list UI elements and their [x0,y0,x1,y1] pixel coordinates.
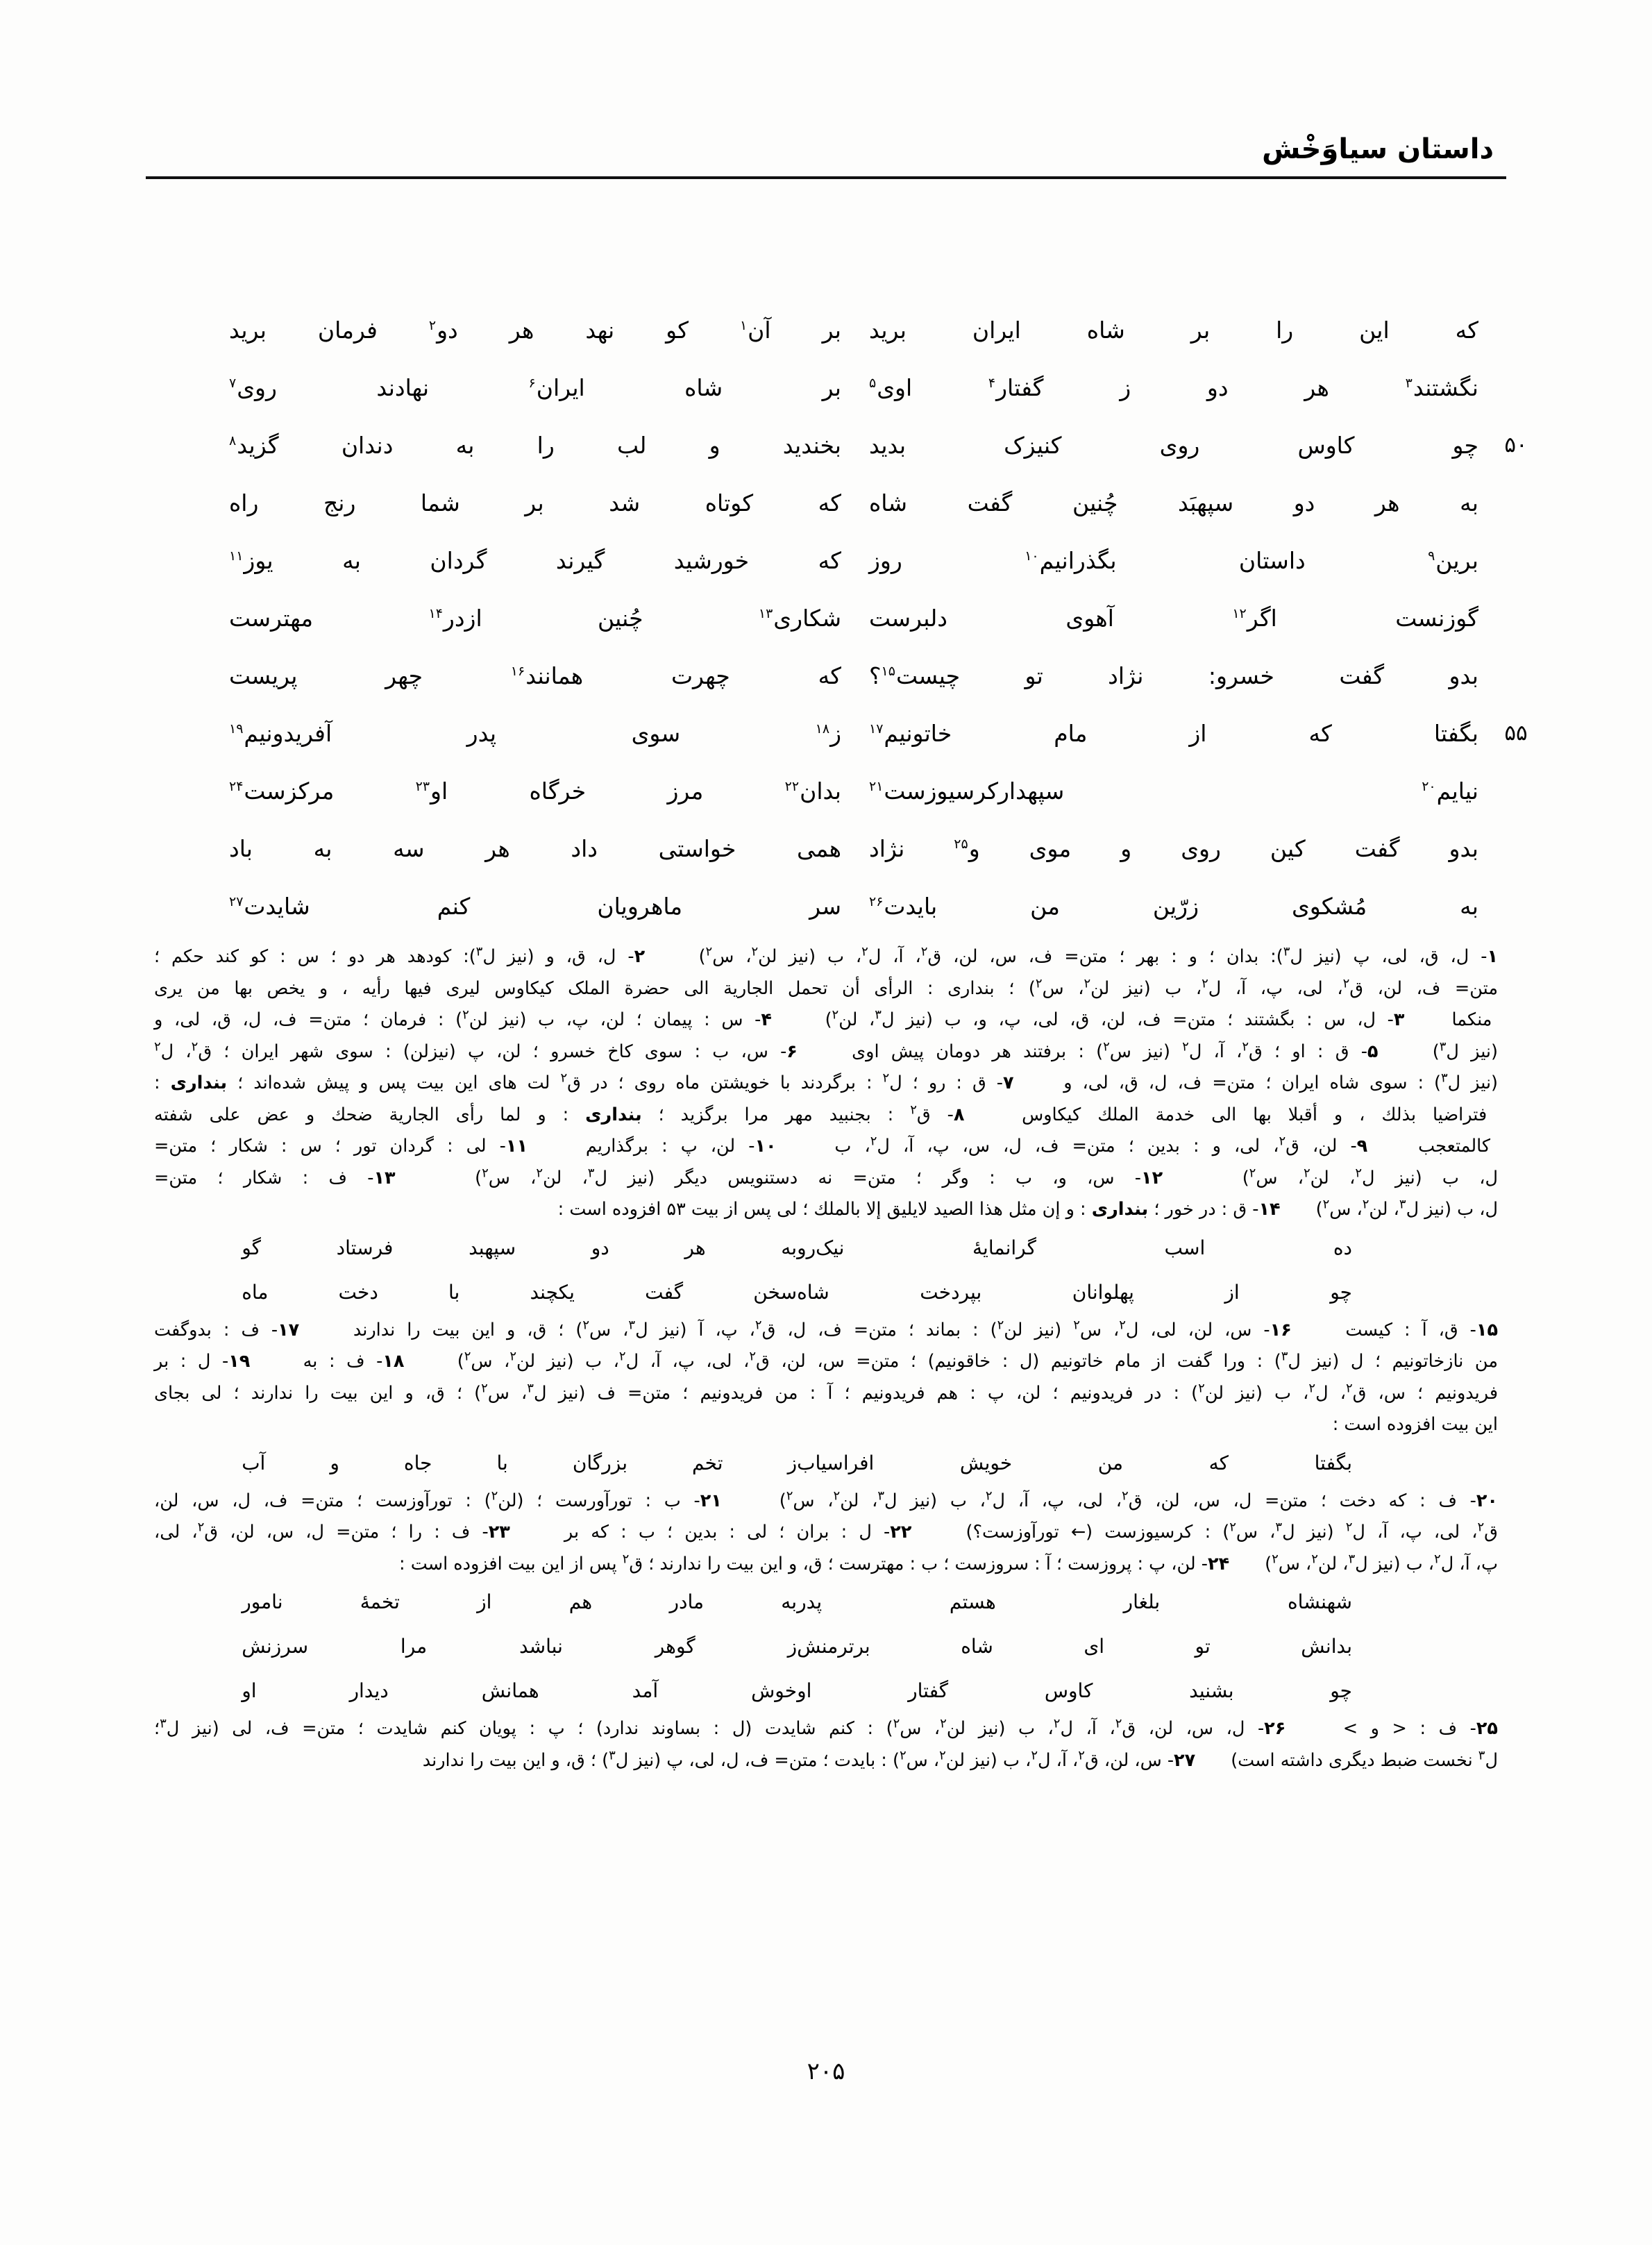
hemistich-second: سر ماهرویان کنم شایدت$^{۲۷}$ [229,893,841,920]
apparatus-variant-couplet [154,1624,1498,1669]
apparatus-line: فریدونیم ؛ س، ق$^۲$، ل$^۲$، ب (نیز لن$^۲$) : در فریدونیم ؛ لن، پ : هم فریدونیم ؛ آ : من فریدونیم ؛ متن= ف (نیز ل$^۳$، س$^۲$) ؛ ق، و این بیت را ندارند ؛ لی بجای [154,1381,1499,1404]
verse-line-number: ۵۵ [1504,721,1528,746]
apparatus-line: ل، ب (نیز ل$^۲$، لن$^۲$، س$^۲$) ۱۲- س، و، ب : وگر ؛ متن= نه دستنویس دیگر (نیز ل$^۳$، لن$^۲$، س$^۲$) ۱۳- ف : شکار ؛ متن= [154,1166,1498,1188]
variant-hemistich-second: ز گوهر نباشد مرا سرزنش [242,1635,798,1658]
hemistich-first: نگشتند$^۳$ هر دو ز گفتار$^۴$ اوی$^۵$ [869,374,1478,401]
verse-couplet [229,591,1478,648]
variant-hemistich-second: سخن گفت یکچند با دخت ماه [242,1280,798,1304]
hemistich-second: بر آن$^۱$ کو نهد هر دو$^۲$ فرمان برید [229,317,841,344]
verse-couplet [229,879,1478,936]
folio-number: ۲۰۵ [807,2058,845,2085]
apparatus-variant-couplet [154,1580,1498,1624]
apparatus-variant-couplet [154,1669,1498,1713]
hemistich-second: بخندید و لب را به دندان گزید$^۸$ [229,432,841,459]
variant-hemistich-first: بگفتا که من خویش افراسیاب [797,1451,1352,1474]
verse-line-number: ۵۰ [1504,432,1528,457]
apparatus-variant-couplet [154,1441,1498,1486]
hemistich-second: که کوتاه شد بر شما رنج راه [229,489,841,516]
apparatus-line: متن= ف، لن، ق$^۲$، لی، پ، آ، ل$^۲$، ب (نیز لن$^۲$، س$^۲$) ؛ بنداری : الرأی أن تحمل الجاریة الی حضرة الملک کیکاوس لیری فیها رأیه ، و یخص بها من یری [154,976,1498,999]
hemistich-first: برین$^۹$ داستان بگذرانیم$^{۱۰}$ روز [869,547,1478,574]
verse-couplet [229,706,1528,764]
header-rule [146,176,1506,179]
variant-hemistich-second: به هر دو سپهبد فرستاد گو [242,1236,798,1259]
apparatus-line: ۲۵- ف : < و > ۲۶- ل، س، لن، ق$^۲$، آ، ل$^۲$، ب (نیز لن$^۲$، س$^۲$) : کنم شایدت (ل : بساوند ندارد) ؛ پ : پویان کنم شایدت ؛ متن= ف، لی (نیز ل$^۳$؛ [154,1716,1498,1739]
apparatus-line: (نیز ل$^۳$) : سوی شاه ایران ؛ متن= ف، ل، ق، لی، و ۷- ق : رو ؛ ل$^۲$ : برگردند با خویشتن ماه روی ؛ در ق$^۲$ لت های این بیت پس و پیش شده‌اند ؛ بنداری : [154,1070,1498,1093]
variant-hemistich-first: ده اسب گرانمایهٔ نیک‌رو [797,1236,1352,1259]
hemistich-first: به هر دو سپهبَد چُنین گفت شاه [869,489,1478,516]
apparatus-line: ل$^۳$ نخست ضبط دیگری داشته است) ۲۷- س، لن، ق$^۲$، آ، ل$^۲$، ب (نیز لن$^۲$، س$^۲$) : بایدت ؛ متن= ف، ل، لی، پ (نیز ل$^۳$) ؛ ق، و این بیت را ندارند [422,1748,1498,1771]
apparatus-line: ۱- ل، ق، لی، پ (نیز ل$^۳$): بدان ؛ و : بهر ؛ متن= ف، س، لن، ق$^۲$، آ، ل$^۲$، ب (نیز لن$^۲$، س$^۲$) ۲- ل، ق، و (نیز ل$^۳$): کودهد هر دو ؛ س : کو کند حکم ؛ [154,944,1499,967]
verse-couplet [229,303,1478,360]
variant-hemistich-first: بدانش تو ای شاه برترمنش [797,1635,1352,1658]
hemistich-second: شکاری$^{۱۳}$ چُنین ازدر$^{۱۴}$ مهترست [229,605,841,632]
hemistich-first: بدو گفت کین روی و موی و$^{۲۵}$ نژاد [869,835,1478,862]
variant-hemistich-first: چو از پهلوانان بپردخت شاه [797,1280,1352,1304]
apparatus-line: ۱۵- ق، آ : کیست ۱۶- س، لن، لی، ل$^۲$، س$^۲$ (نیز لن$^۲$) : بماند ؛ متن= ف، ل، ق$^۲$، پ، آ (نیز ل$^۳$، س$^۲$) ؛ ق، و این بیت را ندارند ۱۷- ف : بدوگفت [154,1318,1499,1340]
hemistich-first: چو کاوس روی کنیزک بدید [869,432,1478,459]
verse-couplet [229,648,1478,706]
running-head-title: داستان سیاوَخْش [1262,133,1494,165]
hemistich-second: که خورشید گیرند گردان به یوز$^{۱۱}$ [229,547,841,574]
hemistich-second: ز$^{۱۸}$ سوی پدر آفریدونیم$^{۱۹}$ [229,720,841,747]
variant-hemistich-second: به مادر هم از تخمهٔ نامور [242,1590,798,1613]
variant-hemistich-second: ز تخم بزرگان با جاه و آب [242,1451,798,1474]
hemistich-first: گوزنست اگر$^{۱۲}$ آهوی دلبرست [869,605,1478,632]
verse-block [229,303,1528,936]
verse-couplet [229,821,1478,879]
hemistich-second: بدان$^{۲۲}$ مرز خرگاه او$^{۲۳}$ مرکزست$^{۲۴}$ [229,777,841,805]
hemistich-second: که چهرت همانند$^{۱۶}$ چهر پریست [229,662,841,689]
verse-couplet [229,360,1478,418]
apparatus-line: ل، ب (نیز ل$^۳$، لن$^۲$، س$^۲$) ۱۴- ق : در خور ؛ بنداری : و إن مثل هذا الصید لایلیق إلا بالملك ؛ لی پس از بیت ۵۳ افزوده است : [557,1197,1498,1220]
apparatus-line: ق$^۲$، لی، پ، آ، ل$^۲$ (نیز ل$^۳$، س$^۲$) : کرسیوزست (← تورآوزست؟) ۲۲- ل : بران ؛ لی : بدین ؛ ب : که بر ۲۳- ف : را ؛ متن= ل، س، لن، ق$^۲$، لی، [154,1520,1498,1542]
apparatus-variant-couplet [154,1270,1498,1315]
variant-hemistich-second: خوش آمد همانش دیدار او [242,1679,798,1702]
hemistich-first: به مُشکوی زرّین من بایدت$^{۲۶}$ [869,893,1478,920]
apparatus-line: فتراضیا بذلك ، و أقبلا بها الی خدمة الملك کیکاوس ۸- ق$^۲$ : بجنبید مهر مرا برگزید ؛ بنداری : و لما رأی الجاریة ضحك و عض علی شفته [154,1102,1487,1125]
verse-couplet [229,533,1478,591]
apparatus-line: من نازخاتونیم ؛ ل (نیز ل$^۳$) : ورا گفت از مام خاتونیم (ل : خاقونیم) ؛ متن= س، لن، ق$^۲$، لی، پ، آ، ل$^۲$، ب (نیز لن$^۲$، س$^۲$) ۱۸- ف : به ۱۹- ل : بر [154,1349,1498,1372]
variant-hemistich-first: شهنشاه بلغار هستم پدر [797,1590,1352,1613]
apparatus-line: پ، آ، ل$^۲$، ب (نیز ل$^۳$، لن$^۲$، س$^۲$) ۲۴- لن، پ : پروزست ؛ آ : سروزست ؛ ب : مهترست ؛ ق، و این بیت را ندارند ؛ ق$^۲$ پس از این بیت افزوده است : [399,1552,1498,1574]
hemistich-first: که این را بر شاه ایران برید [869,317,1478,344]
variant-hemistich-first: چو بشنید کاوس گفتار او [797,1679,1352,1702]
apparatus-variant-couplet [154,1226,1498,1270]
apparatus-line: این بیت افزوده است : [1332,1414,1498,1435]
hemistich-first: نیایم$^{۲۰}$ سپهدارکرسیوزست$^{۲۱}$ [869,777,1478,805]
running-head [146,129,1506,182]
apparatus-line: ۲۰- ف : که دخت ؛ متن= ل، س، لن، ق$^۲$، لی، پ، آ، ل$^۲$، ب (نیز ل$^۳$، لن$^۲$، س$^۲$) ۲۱- ب : تورآورست ؛ (لن$^۲$) : تورآوزست ؛ متن= ف، ل، س، لن، [154,1488,1498,1511]
hemistich-first: بدو گفت خسرو: نژاد تو چیست$^{۱۵}$؟ [869,662,1478,689]
apparatus-line: (نیز ل$^۳$) ۵- ق : او ؛ ق$^۲$، آ، ل$^۲$ (نیز س$^۲$) : برفتند هر دومان پیش اوی ۶- س، ب : سوی کاخ خسرو ؛ لن، پ (نیزلن) : سوی شهر ایران ؛ ق$^۲$، ل$^۲$ [154,1039,1498,1062]
hemistich-first: بگفتا که از مام خاتونیم$^{۱۷}$ [869,720,1478,747]
critical-apparatus [154,941,1498,1776]
verse-couplet [229,418,1528,476]
verse-couplet [229,764,1478,821]
apparatus-line: منکما ۳- ل، س : بگشتند ؛ متن= ف، لن، ق، لی، پ، و، ب (نیز ل$^۳$، لن$^۲$) ۴- س : پیمان ؛ لن، پ، ب (نیز لن$^۲$) : فرمان ؛ متن= ف، ل، ق، لی، و [154,1007,1492,1030]
apparatus-line: کالمتعجب ۹- لن، ق$^۲$، لی، و : بدین ؛ متن= ف، ل، س، پ، آ، ل$^۲$، ب ۱۰- لن، پ : برگذاریم ۱۱- لی : گردان تور ؛ س : شکار ؛ متن= [154,1134,1491,1157]
hemistich-second: همی خواستی داد هر سه به باد [229,835,841,862]
hemistich-second: بر شاه ایران$^۶$ نهادند روی$^۷$ [229,374,841,401]
verse-couplet [229,476,1478,533]
